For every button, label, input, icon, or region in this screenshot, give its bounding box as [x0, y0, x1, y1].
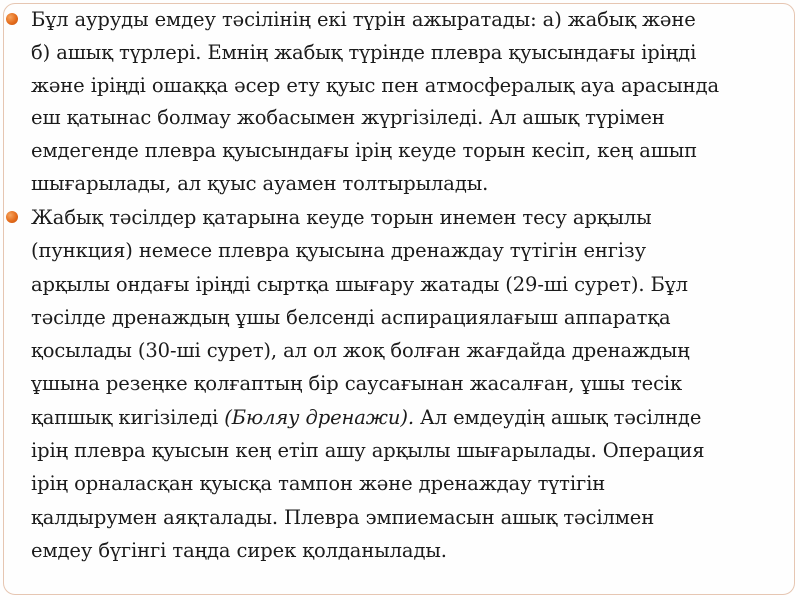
- text-line: ірің плевра қуысын кең етіп ашу арқылы шығарылады. Операция: [31, 439, 705, 463]
- bullet-dot-icon: [6, 13, 18, 25]
- text-line: қосылады (30-ші сурет), ал ол жоқ болған жағдайда дренаждың: [31, 339, 690, 363]
- text-segment: қапшық кигізіледі: [31, 405, 219, 429]
- text-line-with-emphasis: [31, 401, 797, 434]
- text-line: қалдырумен аяқталады. Плевра эмпиемасын ашық тәсілмен: [31, 505, 655, 529]
- text-segment: Ал емдеудің ашық тәсілнде: [413, 405, 702, 429]
- bullet-dot-icon: [6, 211, 18, 223]
- text-line: тәсілде дренаждың ұшы белсенді аспирациялағыш аппаратқа: [31, 305, 671, 329]
- emphasis-text: (Бюляу дренажи).: [224, 405, 414, 429]
- text-line: арқылы ондағы іріңді сыртқа шығару жатады (29-ші сурет). Бұл: [31, 272, 688, 296]
- text-line: емдегенде плевра қуысындағы ірің кеуде торын кесіп, кең ашып: [31, 139, 698, 163]
- text-line: және іріңді ошаққа әсер ету қуыс пен атмосфералық ауа арасында: [31, 73, 720, 97]
- text-line: еш қатынас болмау жобасымен жүргізіледі. Ал ашық түрімен: [31, 106, 665, 130]
- bullet-paragraph: [31, 4, 797, 201]
- text-line: Жабық тәсілдер қатарына кеуде торын инемен тесу арқылы: [31, 206, 652, 229]
- text-line: Бұл ауруды емдеу тәсілінің екі түрін ажыратады: а) жабық және: [31, 8, 696, 31]
- text-line: б) ашық түрлері. Емнің жабық түрінде плевра қуысындағы іріңді: [31, 40, 697, 64]
- text-line: ірің орналасқан қуысқа тампон және дренаждау түтігін: [31, 472, 606, 496]
- text-line: ұшына резеңке қолғаптың бір саусағынан жасалған, ұшы тесік: [31, 372, 683, 396]
- text-line: (пункция) немесе плевра қуысына дренаждау түтігін енгізу: [31, 239, 646, 263]
- bullet-paragraph: [31, 201, 797, 567]
- text-line: шығарылады, ал қуыс ауамен толтырылады.: [31, 171, 489, 195]
- text-line: емдеу бүгінгі таңда сирек қолданылады.: [31, 538, 447, 562]
